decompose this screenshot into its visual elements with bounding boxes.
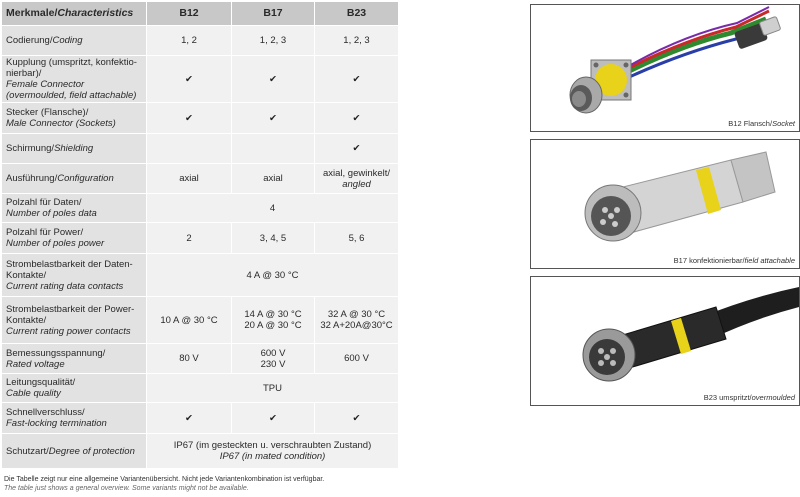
- cell-b12: axial: [147, 164, 232, 194]
- cell-b17: 3, 4, 5: [232, 223, 315, 254]
- b23-caption: B23 umspritzt/overmoulded: [703, 393, 795, 402]
- b12-socket-illustration: [531, 5, 799, 131]
- cell-b23: 600 V: [315, 344, 399, 374]
- b12-socket-photo: [530, 4, 800, 132]
- row-label: Strombelastbarkeit der Daten-Kontakte/ Current rating data contacts: [2, 254, 147, 297]
- row-female-connector: [2, 56, 399, 103]
- b17-connector-photo: [530, 139, 800, 269]
- header-b23: B23: [315, 2, 399, 26]
- row-label: Polzahl für Power/ Number of poles power: [2, 223, 147, 254]
- check-icon: ✔: [315, 56, 399, 103]
- check-icon: ✔: [147, 56, 232, 103]
- row-current-power: [2, 297, 399, 344]
- row-label: Strombelastbarkeit der Power-Kontakte/ Current rating power contacts: [2, 297, 147, 344]
- row-label: Kupplung (umspritzt, konfektio-nierbar)/ Female Connector (overmoulded, field attachable): [2, 56, 147, 103]
- row-label: Ausführung/Configuration: [2, 164, 147, 194]
- header-b17: B17: [232, 2, 315, 26]
- check-icon: ✔: [232, 103, 315, 134]
- row-label: Polzahl für Daten/ Number of poles data: [2, 194, 147, 223]
- cell-b17: 600 V 230 V: [232, 344, 315, 374]
- check-icon: ✔: [315, 103, 399, 134]
- row-label: Leitungsqualität/ Cable quality: [2, 374, 147, 403]
- footnote-en: The table just shows a general overview. Some variants might not be available.: [4, 485, 249, 492]
- cell-all: 4 A @ 30 °C: [147, 254, 399, 297]
- row-shielding: [2, 134, 399, 164]
- row-poles-data: [2, 194, 399, 223]
- footnote-de: Die Tabelle zeigt nur eine allgemeine Variantenübersicht. Nicht jede Variantenkombination ist verfügbar.: [4, 476, 325, 483]
- cell-b23: 5, 6: [315, 223, 399, 254]
- row-label: Schnellverschluss/ Fast-locking termination: [2, 403, 147, 434]
- check-icon: ✔: [315, 403, 399, 434]
- cell-b12: 80 V: [147, 344, 232, 374]
- cell-b23: 1, 2, 3: [315, 26, 399, 56]
- row-protection: [2, 434, 399, 469]
- row-male-connector: [2, 103, 399, 134]
- cell-b23: axial, gewinkelt/ angled: [315, 164, 399, 194]
- cell-all: 4: [147, 194, 399, 223]
- check-icon: ✔: [315, 134, 399, 164]
- b23-connector-illustration: [531, 277, 799, 405]
- b12-caption: B12 Flansch/Socket: [728, 119, 795, 128]
- cell-b17: 1, 2, 3: [232, 26, 315, 56]
- cell-b17: axial: [232, 164, 315, 194]
- cell-b12: [147, 134, 232, 164]
- cell-b12: 2: [147, 223, 232, 254]
- row-poles-power: [2, 223, 399, 254]
- row-current-data: [2, 254, 399, 297]
- row-cable-quality: [2, 374, 399, 403]
- check-icon: ✔: [232, 56, 315, 103]
- check-icon: ✔: [232, 403, 315, 434]
- row-coding: [2, 26, 399, 56]
- cell-all: IP67 (im gesteckten u. verschraubten Zustand) IP67 (in mated condition): [147, 434, 399, 469]
- row-label: Codierung/Coding: [2, 26, 147, 56]
- characteristics-table: [1, 1, 399, 469]
- row-label: Schutzart/Degree of protection: [2, 434, 147, 469]
- check-icon: ✔: [147, 103, 232, 134]
- row-label: Stecker (Flansche)/ Male Connector (Sockets): [2, 103, 147, 134]
- header-b12: B12: [147, 2, 232, 26]
- cell-b17: 14 A @ 30 °C 20 A @ 30 °C: [232, 297, 315, 344]
- b17-caption: B17 konfektionierbar/field attachable: [673, 256, 795, 265]
- row-configuration: [2, 164, 399, 194]
- header-characteristics: Merkmale/Characteristics: [2, 2, 147, 26]
- cell-b23: 32 A @ 30 °C 32 A+20A@30°C: [315, 297, 399, 344]
- row-label: Bemessungsspannung/ Rated voltage: [2, 344, 147, 374]
- row-rated-voltage: [2, 344, 399, 374]
- row-fast-locking: [2, 403, 399, 434]
- check-icon: ✔: [147, 403, 232, 434]
- b17-connector-illustration: [531, 140, 799, 268]
- cell-b17: [232, 134, 315, 164]
- row-label: Schirmung/Shielding: [2, 134, 147, 164]
- table-header-row: [2, 2, 399, 26]
- cell-b12: 10 A @ 30 °C: [147, 297, 232, 344]
- b23-connector-photo: [530, 276, 800, 406]
- cell-b12: 1, 2: [147, 26, 232, 56]
- cell-all: TPU: [147, 374, 399, 403]
